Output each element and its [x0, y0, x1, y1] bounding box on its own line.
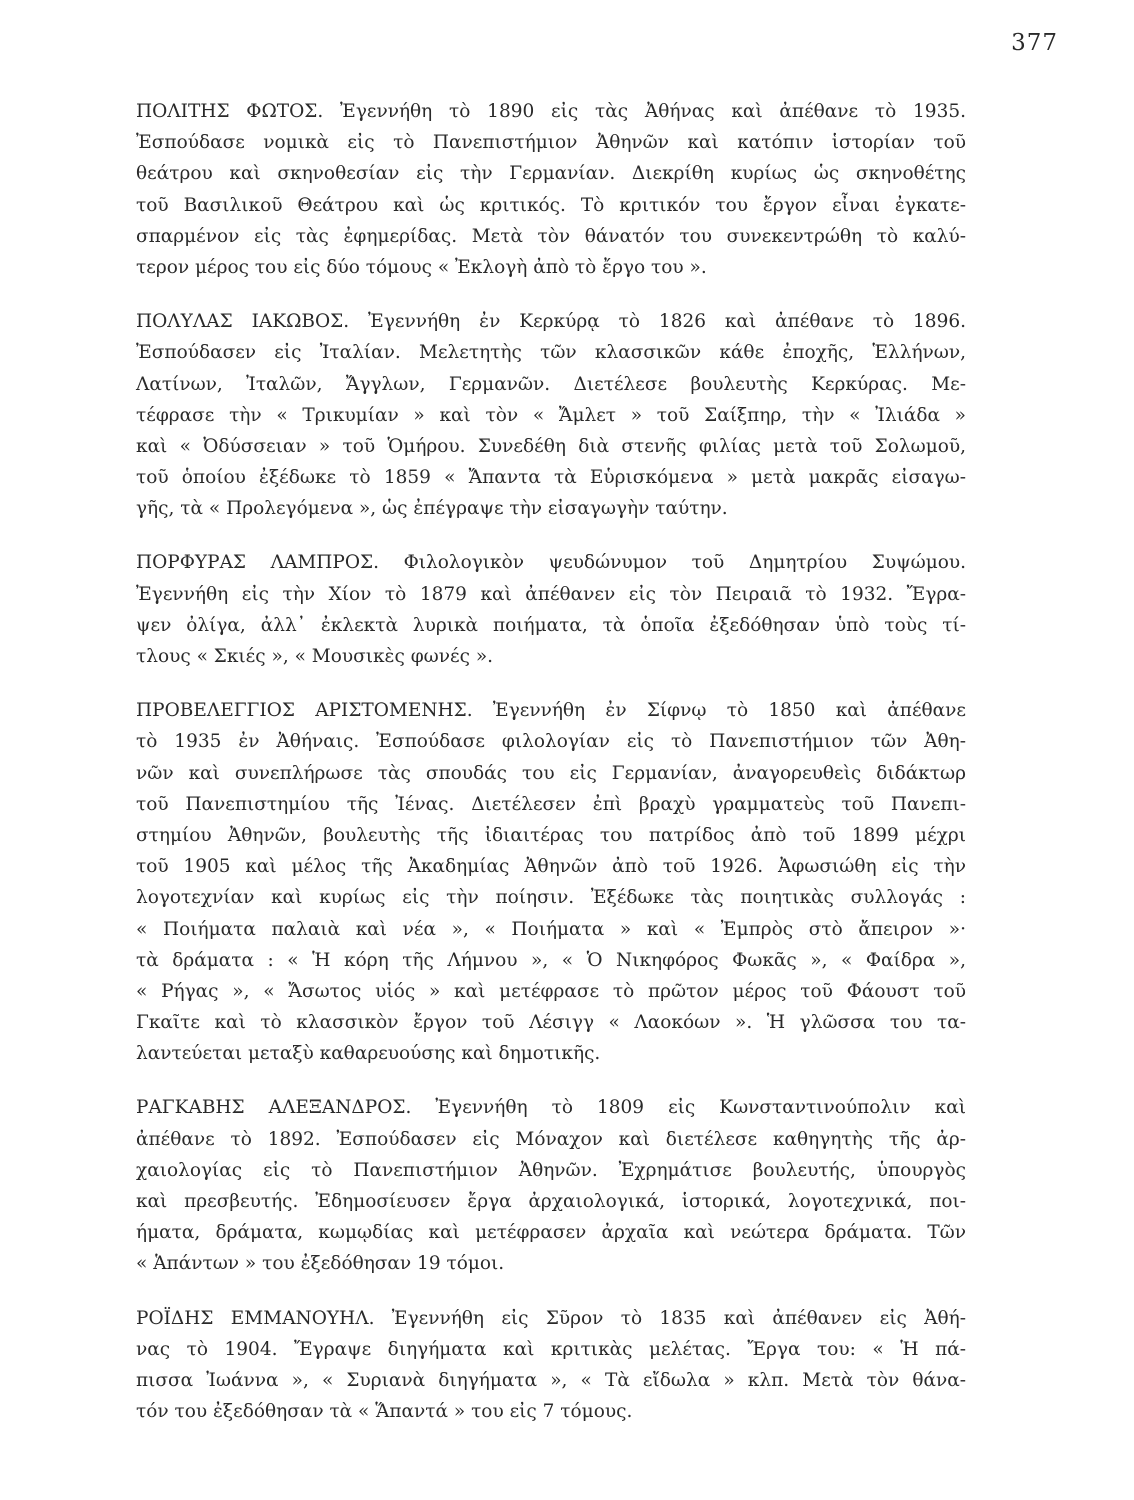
entry-text-line: νῶν καὶ συνεπλήρωσε τὰς σπουδάς του εἰς Γερμανίαν, ἀναγορευθεὶς διδάκτωρ — [136, 762, 966, 784]
entry-text-line: « Ἁπάντων » του ἐξεδόθησαν 19 τόμοι. — [136, 1253, 505, 1275]
entry-text-line: καὶ « Ὀδύσσειαν » τοῦ Ὁμήρου. Συνεδέθη διὰ στενῆς φιλίας μετὰ τοῦ Σολωμοῦ, — [136, 435, 966, 457]
entry-text-line: « Ποιήματα παλαιὰ καὶ νέα », « Ποιήματα » καὶ « Ἐμπρὸς στὸ ἄπειρον »· — [136, 918, 966, 940]
entry-text-line: τλους « Σκιές », « Μουσικὲς φωνές ». — [136, 646, 494, 667]
entry-text-line: Ἐσπούδασεν εἰς Ἰταλίαν. Μελετητὴς τῶν κλασσικῶν κάθε ἐποχῆς, Ἑλλήνων, — [136, 342, 966, 364]
entry-text-line: τὸ 1935 ἐν Ἀθήναις. Ἐσπούδασε φιλολογίαν εἰς τὸ Πανεπιστήμιον τῶν Ἀθη- — [136, 731, 966, 753]
page-number: 377 — [1011, 30, 1058, 56]
entry-text-line: Γκαῖτε καὶ τὸ κλασσικὸν ἔργον τοῦ Λέσιγγ « Λαοκόων ». Ἡ γλῶσσα του τα- — [136, 1012, 966, 1034]
entry — [136, 1303, 966, 1428]
entry-text-line: χαιολογίας εἰς τὸ Πανεπιστήμιον Ἀθηνῶν. Ἐχρημάτισε βουλευτής, ὑπουργὸς — [136, 1159, 966, 1181]
entry-text-line: λαντεύεται μεταξὺ καθαρευούσης καὶ δημοτικῆς. — [136, 1043, 601, 1065]
entry-text-line: τόν του ἐξεδόθησαν τὰ « Ἅπαντά » του εἰς 7 τόμους. — [136, 1401, 633, 1423]
entry-text-line: νας τὸ 1904. Ἔγραψε διηγήματα καὶ κριτικὰς μελέτας. Ἔργα του: « Ἡ πά- — [136, 1338, 966, 1360]
biographical-entries — [136, 96, 966, 1450]
entry-text-line: σπαρμένον εἰς τὰς ἐφημερίδας. Μετὰ τὸν θάνατόν του συνεκεντρώθη τὸ καλύ- — [136, 225, 966, 247]
entry-text-line: καὶ πρεσβευτής. Ἐδημοσίευσεν ἔργα ἀρχαιολογικά, ἱστορικά, λογοτεχνικά, ποι- — [136, 1191, 966, 1212]
entry-text-line: θεάτρου καὶ σκηνοθεσίαν εἰς τὴν Γερμανίαν. Διεκρίθη κυρίως ὡς σκηνοθέτης — [136, 163, 966, 185]
entry-text-line: πισσα Ἰωάννα », « Συριανὰ διηγήματα », « Τὰ εἴδωλα » κλπ. Μετὰ τὸν θάνα- — [136, 1369, 966, 1391]
entry-text-line: ἀπέθανε τὸ 1892. Ἐσπούδασεν εἰς Μόναχον καὶ διετέλεσε καθηγητὴς τῆς ἀρ- — [136, 1128, 966, 1150]
entry-text-line: τοῦ ὁποίου ἐξέδωκε τὸ 1859 « Ἄπαντα τὰ Εὑρισκόμενα » μετὰ μακρᾶς εἰσαγω- — [136, 467, 966, 489]
entry-heading-line: ΠΟΛΥΛΑΣ ΙΑΚΩΒΟΣ. Ἐγεννήθη ἐν Κερκύρᾳ τὸ 1826 καὶ ἀπέθανε τὸ 1896. — [136, 311, 966, 333]
entry-text-line: ήματα, δράματα, κωμῳδίας καὶ μετέφρασεν ἀρχαῖα καὶ νεώτερα δράματα. Τῶν — [136, 1222, 966, 1244]
entry-text-line: Λατίνων, Ἰταλῶν, Ἄγγλων, Γερμανῶν. Διετέλεσε βουλευτὴς Κερκύρας. Με- — [136, 373, 966, 395]
entry-text-line: τοῦ Πανεπιστημίου τῆς Ἰένας. Διετέλεσεν ἐπὶ βραχὺ γραμματεὺς τοῦ Πανεπι- — [136, 793, 966, 815]
entry-heading-line: ΡΟΪΔΗΣ ΕΜΜΑΝΟΥΗΛ. Ἐγεννήθη εἰς Σῦρον τὸ 1835 καὶ ἀπέθανεν εἰς Ἀθή- — [136, 1307, 966, 1329]
entry-heading-line: ΠΟΡΦΥΡΑΣ ΛΑΜΠΡΟΣ. Φιλολογικὸν ψευδώνυμον τοῦ Δημητρίου Συψώμου. — [136, 552, 966, 574]
entry — [136, 1092, 966, 1279]
entry — [136, 96, 966, 283]
entry-heading-line: ΡΑΓΚΑΒΗΣ ΑΛΕΞΑΝΔΡΟΣ. Ἐγεννήθη τὸ 1809 εἰς Κωνσταντινούπολιν καὶ — [136, 1097, 966, 1119]
entry-text-line: στημίου Ἀθηνῶν, βουλευτὴς τῆς ἰδιαιτέρας του πατρίδος ἀπὸ τοῦ 1899 μέχρι — [136, 824, 966, 846]
entry — [136, 695, 966, 1069]
entry — [136, 547, 966, 672]
entry-text-line: τοῦ Βασιλικοῦ Θεάτρου καὶ ὡς κριτικός. Τὸ κριτικόν του ἔργον εἶναι ἐγκατε- — [136, 194, 966, 216]
entry-text-line: Ἐσπούδασε νομικὰ εἰς τὸ Πανεπιστήμιον Ἀθηνῶν καὶ κατόπιν ἱστορίαν τοῦ — [136, 132, 966, 154]
entry-text-line: Ἐγεννήθη εἰς τὴν Χίον τὸ 1879 καὶ ἀπέθανεν εἰς τὸν Πειραιᾶ τὸ 1932. Ἔγρα- — [136, 583, 966, 605]
entry-heading-line: ΠΟΛΙΤΗΣ ΦΩΤΟΣ. Ἐγεννήθη τὸ 1890 εἰς τὰς Ἀθήνας καὶ ἀπέθανε τὸ 1935. — [136, 101, 966, 122]
entry-text-line: « Ρήγας », « Ἄσωτος υἱός » καὶ μετέφρασε τὸ πρῶτον μέρος τοῦ Φάουστ τοῦ — [136, 980, 966, 1002]
entry-text-line: ψεν ὀλίγα, ἀλλ᾽ ἐκλεκτὰ λυρικὰ ποιήματα, τὰ ὁποῖα ἐξεδόθησαν ὑπὸ τοὺς τί- — [136, 614, 966, 636]
entry-text-line: τέφρασε τὴν « Τρικυμίαν » καὶ τὸν « Ἄμλετ » τοῦ Σαίξπηρ, τὴν « Ἰλιάδα » — [136, 404, 966, 426]
entry-text-line: τὰ δράματα : « Ἡ κόρη τῆς Λήμνου », « Ὁ Νικηφόρος Φωκᾶς », « Φαίδρα », — [136, 949, 966, 971]
entry-text-line: τερον μέρος του εἰς δύο τόμους « Ἐκλογὴ ἀπὸ τὸ ἔργο του ». — [136, 256, 707, 278]
entry — [136, 306, 966, 524]
entry-text-line: λογοτεχνίαν καὶ κυρίως εἰς τὴν ποίησιν. Ἐξέδωκε τὰς ποιητικὰς συλλογάς : — [136, 887, 966, 909]
entry-text-line: τοῦ 1905 καὶ μέλος τῆς Ἀκαδημίας Ἀθηνῶν ἀπὸ τοῦ 1926. Ἀφωσιώθη εἰς τὴν — [136, 856, 966, 878]
entry-text-line: γῆς, τὰ « Προλεγόμενα », ὡς ἐπέγραψε τὴν εἰσαγωγὴν ταύτην. — [136, 498, 728, 520]
entry-heading-line: ΠΡΟΒΕΛΕΓΓΙΟΣ ΑΡΙΣΤΟΜΕΝΗΣ. Ἐγεννήθη ἐν Σίφνῳ τὸ 1850 καὶ ἀπέθανε — [136, 700, 966, 722]
